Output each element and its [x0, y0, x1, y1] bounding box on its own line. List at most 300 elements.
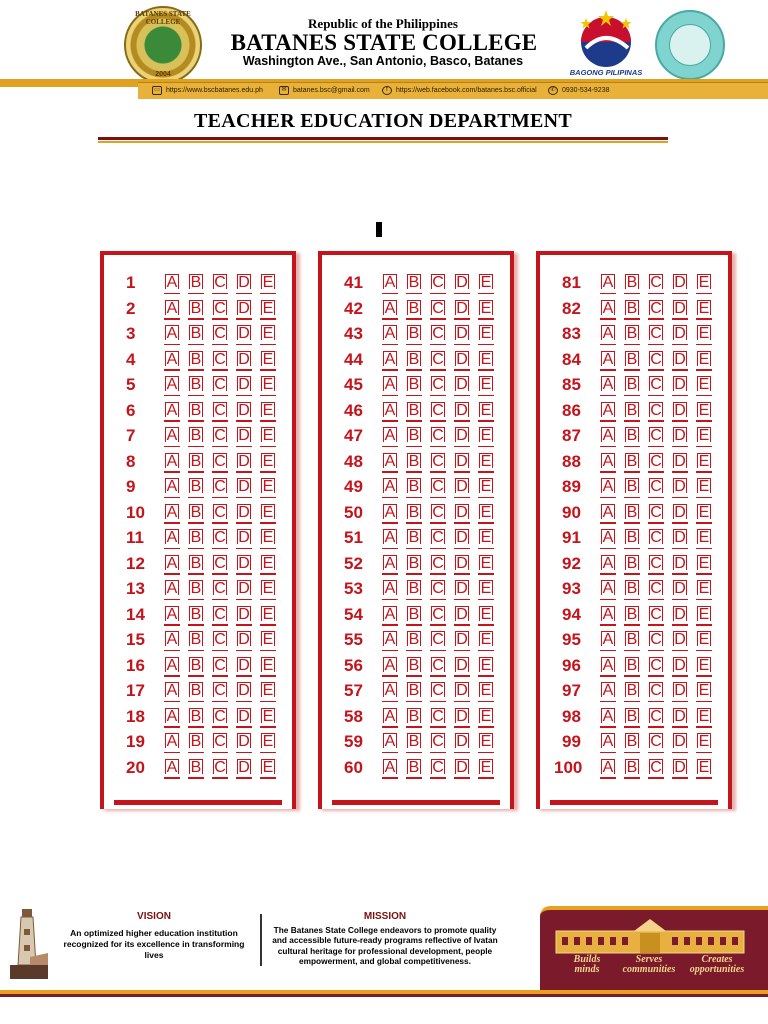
answer-bubble-a[interactable]: A [164, 477, 180, 498]
answer-bubble-d[interactable]: D [454, 324, 470, 345]
answer-bubble-b[interactable]: B [188, 758, 204, 779]
answer-bubble-a[interactable]: A [382, 656, 398, 677]
answer-bubble-a[interactable]: A [382, 299, 398, 320]
answer-bubble-c[interactable]: C [212, 299, 228, 320]
answer-bubble-b[interactable]: B [624, 299, 640, 320]
answer-bubble-b[interactable]: B [406, 350, 422, 371]
answer-bubble-a[interactable]: A [382, 375, 398, 396]
answer-bubble-b[interactable]: B [406, 426, 422, 447]
answer-bubble-a[interactable]: A [164, 707, 180, 728]
answer-bubble-c[interactable]: C [648, 554, 664, 575]
answer-bubble-a[interactable]: A [382, 324, 398, 345]
answer-bubble-e[interactable]: E [260, 605, 276, 626]
answer-bubble-d[interactable]: D [672, 350, 688, 371]
answer-bubble-e[interactable]: E [696, 758, 712, 779]
answer-bubble-c[interactable]: C [212, 630, 228, 651]
answer-bubble-b[interactable]: B [188, 554, 204, 575]
answer-bubble-c[interactable]: C [648, 350, 664, 371]
answer-bubble-c[interactable]: C [212, 528, 228, 549]
answer-bubble-e[interactable]: E [478, 426, 494, 447]
answer-bubble-d[interactable]: D [672, 656, 688, 677]
answer-bubble-a[interactable]: A [164, 375, 180, 396]
answer-bubble-d[interactable]: D [236, 579, 252, 600]
answer-bubble-a[interactable]: A [382, 579, 398, 600]
answer-bubble-e[interactable]: E [696, 579, 712, 600]
answer-bubble-d[interactable]: D [236, 503, 252, 524]
answer-bubble-d[interactable]: D [236, 426, 252, 447]
answer-bubble-c[interactable]: C [648, 630, 664, 651]
answer-bubble-c[interactable]: C [430, 350, 446, 371]
answer-bubble-e[interactable]: E [478, 681, 494, 702]
answer-bubble-e[interactable]: E [478, 732, 494, 753]
answer-bubble-d[interactable]: D [672, 375, 688, 396]
answer-bubble-b[interactable]: B [624, 630, 640, 651]
answer-bubble-d[interactable]: D [672, 758, 688, 779]
answer-bubble-d[interactable]: D [454, 452, 470, 473]
answer-bubble-b[interactable]: B [406, 605, 422, 626]
answer-bubble-e[interactable]: E [696, 273, 712, 294]
answer-bubble-e[interactable]: E [478, 554, 494, 575]
answer-bubble-e[interactable]: E [478, 299, 494, 320]
answer-bubble-c[interactable]: C [212, 656, 228, 677]
answer-bubble-b[interactable]: B [188, 477, 204, 498]
answer-bubble-e[interactable]: E [696, 477, 712, 498]
answer-bubble-e[interactable]: E [260, 426, 276, 447]
answer-bubble-c[interactable]: C [430, 299, 446, 320]
answer-bubble-a[interactable]: A [164, 528, 180, 549]
answer-bubble-e[interactable]: E [260, 656, 276, 677]
answer-bubble-c[interactable]: C [648, 528, 664, 549]
answer-bubble-d[interactable]: D [454, 681, 470, 702]
answer-bubble-e[interactable]: E [696, 528, 712, 549]
answer-bubble-c[interactable]: C [430, 401, 446, 422]
answer-bubble-d[interactable]: D [236, 605, 252, 626]
answer-bubble-a[interactable]: A [382, 273, 398, 294]
answer-bubble-d[interactable]: D [236, 375, 252, 396]
answer-bubble-d[interactable]: D [454, 707, 470, 728]
answer-bubble-e[interactable]: E [260, 707, 276, 728]
answer-bubble-b[interactable]: B [624, 554, 640, 575]
answer-bubble-e[interactable]: E [478, 656, 494, 677]
answer-bubble-c[interactable]: C [430, 477, 446, 498]
answer-bubble-d[interactable]: D [236, 273, 252, 294]
answer-bubble-d[interactable]: D [672, 681, 688, 702]
answer-bubble-c[interactable]: C [648, 758, 664, 779]
answer-bubble-d[interactable]: D [454, 732, 470, 753]
answer-bubble-a[interactable]: A [600, 273, 616, 294]
answer-bubble-d[interactable]: D [672, 299, 688, 320]
answer-bubble-d[interactable]: D [236, 732, 252, 753]
answer-bubble-e[interactable]: E [260, 324, 276, 345]
answer-bubble-d[interactable]: D [454, 477, 470, 498]
answer-bubble-c[interactable]: C [648, 707, 664, 728]
answer-bubble-b[interactable]: B [406, 656, 422, 677]
answer-bubble-c[interactable]: C [648, 375, 664, 396]
answer-bubble-a[interactable]: A [600, 579, 616, 600]
answer-bubble-e[interactable]: E [696, 630, 712, 651]
answer-bubble-c[interactable]: C [648, 401, 664, 422]
answer-bubble-e[interactable]: E [260, 350, 276, 371]
answer-bubble-d[interactable]: D [454, 758, 470, 779]
answer-bubble-e[interactable]: E [260, 273, 276, 294]
answer-bubble-d[interactable]: D [672, 732, 688, 753]
answer-bubble-e[interactable]: E [696, 350, 712, 371]
answer-bubble-e[interactable]: E [260, 579, 276, 600]
answer-bubble-d[interactable]: D [236, 299, 252, 320]
answer-bubble-d[interactable]: D [454, 273, 470, 294]
answer-bubble-b[interactable]: B [188, 656, 204, 677]
answer-bubble-a[interactable]: A [600, 528, 616, 549]
answer-bubble-b[interactable]: B [624, 758, 640, 779]
answer-bubble-a[interactable]: A [164, 758, 180, 779]
answer-bubble-a[interactable]: A [164, 630, 180, 651]
answer-bubble-b[interactable]: B [406, 732, 422, 753]
answer-bubble-d[interactable]: D [236, 707, 252, 728]
answer-bubble-d[interactable]: D [672, 426, 688, 447]
answer-bubble-d[interactable]: D [236, 656, 252, 677]
answer-bubble-b[interactable]: B [624, 732, 640, 753]
answer-bubble-e[interactable]: E [696, 452, 712, 473]
answer-bubble-d[interactable]: D [672, 452, 688, 473]
answer-bubble-d[interactable]: D [672, 477, 688, 498]
answer-bubble-b[interactable]: B [624, 477, 640, 498]
answer-bubble-c[interactable]: C [212, 707, 228, 728]
answer-bubble-b[interactable]: B [406, 554, 422, 575]
answer-bubble-e[interactable]: E [260, 375, 276, 396]
answer-bubble-a[interactable]: A [600, 299, 616, 320]
answer-bubble-b[interactable]: B [406, 401, 422, 422]
answer-bubble-c[interactable]: C [430, 554, 446, 575]
answer-bubble-e[interactable]: E [696, 605, 712, 626]
answer-bubble-b[interactable]: B [624, 324, 640, 345]
answer-bubble-e[interactable]: E [260, 503, 276, 524]
answer-bubble-d[interactable]: D [672, 554, 688, 575]
answer-bubble-e[interactable]: E [260, 528, 276, 549]
answer-bubble-a[interactable]: A [164, 401, 180, 422]
answer-bubble-a[interactable]: A [382, 528, 398, 549]
answer-bubble-c[interactable]: C [212, 732, 228, 753]
answer-bubble-c[interactable]: C [648, 477, 664, 498]
contact-facebook[interactable] [382, 86, 537, 95]
answer-bubble-e[interactable]: E [696, 375, 712, 396]
answer-bubble-b[interactable]: B [624, 681, 640, 702]
answer-bubble-a[interactable]: A [382, 477, 398, 498]
contact-email[interactable] [279, 86, 370, 95]
answer-bubble-c[interactable]: C [648, 273, 664, 294]
answer-bubble-e[interactable]: E [696, 681, 712, 702]
answer-bubble-c[interactable]: C [648, 681, 664, 702]
answer-bubble-b[interactable]: B [188, 375, 204, 396]
answer-bubble-c[interactable]: C [648, 452, 664, 473]
contact-website[interactable] [152, 86, 263, 95]
answer-bubble-d[interactable]: D [236, 758, 252, 779]
answer-bubble-d[interactable]: D [672, 503, 688, 524]
answer-bubble-a[interactable]: A [164, 503, 180, 524]
answer-bubble-a[interactable]: A [600, 375, 616, 396]
answer-bubble-e[interactable]: E [696, 401, 712, 422]
answer-bubble-e[interactable]: E [260, 554, 276, 575]
answer-bubble-e[interactable]: E [260, 477, 276, 498]
answer-bubble-e[interactable]: E [478, 528, 494, 549]
answer-bubble-b[interactable]: B [624, 707, 640, 728]
answer-bubble-b[interactable]: B [188, 605, 204, 626]
answer-bubble-a[interactable]: A [382, 681, 398, 702]
answer-bubble-b[interactable]: B [188, 350, 204, 371]
answer-bubble-b[interactable]: B [406, 707, 422, 728]
answer-bubble-a[interactable]: A [164, 579, 180, 600]
answer-bubble-d[interactable]: D [236, 401, 252, 422]
answer-bubble-d[interactable]: D [236, 554, 252, 575]
answer-bubble-c[interactable]: C [430, 732, 446, 753]
answer-bubble-b[interactable]: B [624, 273, 640, 294]
answer-bubble-a[interactable]: A [164, 681, 180, 702]
answer-bubble-d[interactable]: D [672, 605, 688, 626]
answer-bubble-c[interactable]: C [648, 299, 664, 320]
answer-bubble-a[interactable]: A [382, 503, 398, 524]
answer-bubble-a[interactable]: A [164, 605, 180, 626]
answer-bubble-a[interactable]: A [164, 656, 180, 677]
answer-bubble-a[interactable]: A [164, 299, 180, 320]
answer-bubble-b[interactable]: B [624, 605, 640, 626]
answer-bubble-d[interactable]: D [672, 324, 688, 345]
answer-bubble-b[interactable]: B [406, 324, 422, 345]
answer-bubble-e[interactable]: E [260, 630, 276, 651]
answer-bubble-d[interactable]: D [236, 350, 252, 371]
answer-bubble-d[interactable]: D [672, 273, 688, 294]
answer-bubble-c[interactable]: C [212, 324, 228, 345]
answer-bubble-c[interactable]: C [212, 554, 228, 575]
answer-bubble-b[interactable]: B [188, 528, 204, 549]
answer-bubble-a[interactable]: A [164, 732, 180, 753]
answer-bubble-e[interactable]: E [478, 401, 494, 422]
answer-bubble-d[interactable]: D [454, 503, 470, 524]
answer-bubble-a[interactable]: A [600, 732, 616, 753]
answer-bubble-c[interactable]: C [430, 656, 446, 677]
answer-bubble-a[interactable]: A [164, 350, 180, 371]
answer-bubble-e[interactable]: E [478, 375, 494, 396]
answer-bubble-b[interactable]: B [406, 579, 422, 600]
answer-bubble-c[interactable]: C [212, 681, 228, 702]
answer-bubble-b[interactable]: B [406, 630, 422, 651]
answer-bubble-e[interactable]: E [696, 324, 712, 345]
answer-bubble-a[interactable]: A [382, 426, 398, 447]
answer-bubble-a[interactable]: A [600, 605, 616, 626]
answer-bubble-c[interactable]: C [648, 579, 664, 600]
answer-bubble-a[interactable]: A [382, 732, 398, 753]
answer-bubble-c[interactable]: C [212, 503, 228, 524]
answer-bubble-c[interactable]: C [212, 350, 228, 371]
answer-bubble-b[interactable]: B [624, 656, 640, 677]
answer-bubble-d[interactable]: D [672, 579, 688, 600]
answer-bubble-e[interactable]: E [478, 452, 494, 473]
answer-bubble-a[interactable]: A [164, 554, 180, 575]
answer-bubble-a[interactable]: A [600, 426, 616, 447]
answer-bubble-e[interactable]: E [260, 401, 276, 422]
answer-bubble-b[interactable]: B [624, 426, 640, 447]
answer-bubble-a[interactable]: A [600, 324, 616, 345]
answer-bubble-e[interactable]: E [696, 656, 712, 677]
answer-bubble-c[interactable]: C [430, 503, 446, 524]
answer-bubble-d[interactable]: D [236, 477, 252, 498]
answer-bubble-c[interactable]: C [648, 503, 664, 524]
answer-bubble-e[interactable]: E [696, 503, 712, 524]
answer-bubble-b[interactable]: B [624, 401, 640, 422]
answer-bubble-e[interactable]: E [260, 299, 276, 320]
answer-bubble-b[interactable]: B [406, 528, 422, 549]
answer-bubble-b[interactable]: B [624, 350, 640, 371]
answer-bubble-d[interactable]: D [454, 401, 470, 422]
answer-bubble-d[interactable]: D [454, 656, 470, 677]
answer-bubble-b[interactable]: B [624, 452, 640, 473]
answer-bubble-e[interactable]: E [696, 707, 712, 728]
answer-bubble-c[interactable]: C [430, 426, 446, 447]
answer-bubble-d[interactable]: D [454, 579, 470, 600]
answer-bubble-d[interactable]: D [672, 401, 688, 422]
answer-bubble-d[interactable]: D [236, 681, 252, 702]
answer-bubble-b[interactable]: B [624, 503, 640, 524]
answer-bubble-b[interactable]: B [188, 579, 204, 600]
answer-bubble-b[interactable]: B [188, 299, 204, 320]
answer-bubble-a[interactable]: A [600, 477, 616, 498]
answer-bubble-e[interactable]: E [696, 732, 712, 753]
answer-bubble-c[interactable]: C [430, 579, 446, 600]
answer-bubble-b[interactable]: B [188, 273, 204, 294]
answer-bubble-e[interactable]: E [478, 605, 494, 626]
answer-bubble-c[interactable]: C [212, 605, 228, 626]
answer-bubble-c[interactable]: C [212, 758, 228, 779]
contact-phone[interactable] [548, 86, 610, 95]
answer-bubble-c[interactable]: C [430, 324, 446, 345]
answer-bubble-b[interactable]: B [406, 477, 422, 498]
answer-bubble-b[interactable]: B [188, 401, 204, 422]
answer-bubble-d[interactable]: D [454, 375, 470, 396]
answer-bubble-d[interactable]: D [454, 350, 470, 371]
answer-bubble-e[interactable]: E [260, 732, 276, 753]
answer-bubble-c[interactable]: C [430, 630, 446, 651]
answer-bubble-a[interactable]: A [164, 273, 180, 294]
answer-bubble-b[interactable]: B [188, 630, 204, 651]
answer-bubble-c[interactable]: C [430, 758, 446, 779]
answer-bubble-d[interactable]: D [454, 554, 470, 575]
answer-bubble-c[interactable]: C [648, 656, 664, 677]
answer-bubble-d[interactable]: D [236, 630, 252, 651]
answer-bubble-e[interactable]: E [696, 426, 712, 447]
answer-bubble-b[interactable]: B [188, 426, 204, 447]
answer-bubble-b[interactable]: B [624, 528, 640, 549]
answer-bubble-b[interactable]: B [406, 681, 422, 702]
answer-bubble-e[interactable]: E [260, 452, 276, 473]
answer-bubble-c[interactable]: C [212, 426, 228, 447]
answer-bubble-c[interactable]: C [212, 579, 228, 600]
answer-bubble-a[interactable]: A [164, 324, 180, 345]
answer-bubble-c[interactable]: C [648, 732, 664, 753]
answer-bubble-e[interactable]: E [478, 324, 494, 345]
answer-bubble-d[interactable]: D [236, 528, 252, 549]
answer-bubble-c[interactable]: C [430, 605, 446, 626]
answer-bubble-e[interactable]: E [478, 503, 494, 524]
answer-bubble-b[interactable]: B [406, 452, 422, 473]
answer-bubble-e[interactable]: E [478, 758, 494, 779]
answer-bubble-a[interactable]: A [382, 758, 398, 779]
answer-bubble-a[interactable]: A [382, 554, 398, 575]
answer-bubble-b[interactable]: B [406, 299, 422, 320]
answer-bubble-c[interactable]: C [430, 273, 446, 294]
answer-bubble-d[interactable]: D [454, 605, 470, 626]
answer-bubble-c[interactable]: C [212, 477, 228, 498]
answer-bubble-d[interactable]: D [672, 707, 688, 728]
answer-bubble-e[interactable]: E [696, 299, 712, 320]
answer-bubble-a[interactable]: A [164, 452, 180, 473]
answer-bubble-d[interactable]: D [672, 630, 688, 651]
answer-bubble-e[interactable]: E [478, 707, 494, 728]
answer-bubble-d[interactable]: D [454, 528, 470, 549]
answer-bubble-b[interactable]: B [624, 375, 640, 396]
answer-bubble-a[interactable]: A [382, 707, 398, 728]
answer-bubble-b[interactable]: B [188, 324, 204, 345]
answer-bubble-c[interactable]: C [212, 273, 228, 294]
answer-bubble-d[interactable]: D [236, 452, 252, 473]
answer-bubble-b[interactable]: B [406, 503, 422, 524]
answer-bubble-a[interactable]: A [600, 681, 616, 702]
answer-bubble-b[interactable]: B [406, 758, 422, 779]
answer-bubble-e[interactable]: E [478, 477, 494, 498]
answer-bubble-a[interactable]: A [600, 452, 616, 473]
answer-bubble-d[interactable]: D [236, 324, 252, 345]
answer-bubble-d[interactable]: D [454, 299, 470, 320]
answer-bubble-a[interactable]: A [600, 401, 616, 422]
answer-bubble-c[interactable]: C [430, 528, 446, 549]
answer-bubble-a[interactable]: A [382, 350, 398, 371]
answer-bubble-a[interactable]: A [382, 401, 398, 422]
answer-bubble-b[interactable]: B [188, 681, 204, 702]
answer-bubble-c[interactable]: C [430, 681, 446, 702]
answer-bubble-d[interactable]: D [454, 426, 470, 447]
answer-bubble-a[interactable]: A [382, 452, 398, 473]
answer-bubble-e[interactable]: E [478, 630, 494, 651]
answer-bubble-a[interactable]: A [600, 350, 616, 371]
answer-bubble-c[interactable]: C [648, 324, 664, 345]
answer-bubble-c[interactable]: C [430, 375, 446, 396]
answer-bubble-a[interactable]: A [382, 630, 398, 651]
answer-bubble-b[interactable]: B [624, 579, 640, 600]
answer-bubble-c[interactable]: C [212, 401, 228, 422]
answer-bubble-a[interactable]: A [600, 707, 616, 728]
answer-bubble-b[interactable]: B [188, 707, 204, 728]
answer-bubble-c[interactable]: C [430, 707, 446, 728]
answer-bubble-e[interactable]: E [260, 758, 276, 779]
answer-bubble-a[interactable]: A [382, 605, 398, 626]
answer-bubble-b[interactable]: B [188, 732, 204, 753]
answer-bubble-a[interactable]: A [600, 630, 616, 651]
answer-bubble-e[interactable]: E [478, 350, 494, 371]
answer-bubble-a[interactable]: A [600, 656, 616, 677]
answer-bubble-c[interactable]: C [212, 375, 228, 396]
answer-bubble-e[interactable]: E [478, 273, 494, 294]
answer-bubble-a[interactable]: A [164, 426, 180, 447]
answer-bubble-a[interactable]: A [600, 503, 616, 524]
answer-bubble-a[interactable]: A [600, 554, 616, 575]
answer-bubble-c[interactable]: C [212, 452, 228, 473]
answer-bubble-c[interactable]: C [430, 452, 446, 473]
answer-bubble-b[interactable]: B [406, 273, 422, 294]
answer-bubble-b[interactable]: B [188, 503, 204, 524]
answer-bubble-b[interactable]: B [406, 375, 422, 396]
answer-bubble-d[interactable]: D [454, 630, 470, 651]
answer-bubble-e[interactable]: E [478, 579, 494, 600]
answer-bubble-c[interactable]: C [648, 605, 664, 626]
answer-bubble-e[interactable]: E [260, 681, 276, 702]
answer-bubble-e[interactable]: E [696, 554, 712, 575]
